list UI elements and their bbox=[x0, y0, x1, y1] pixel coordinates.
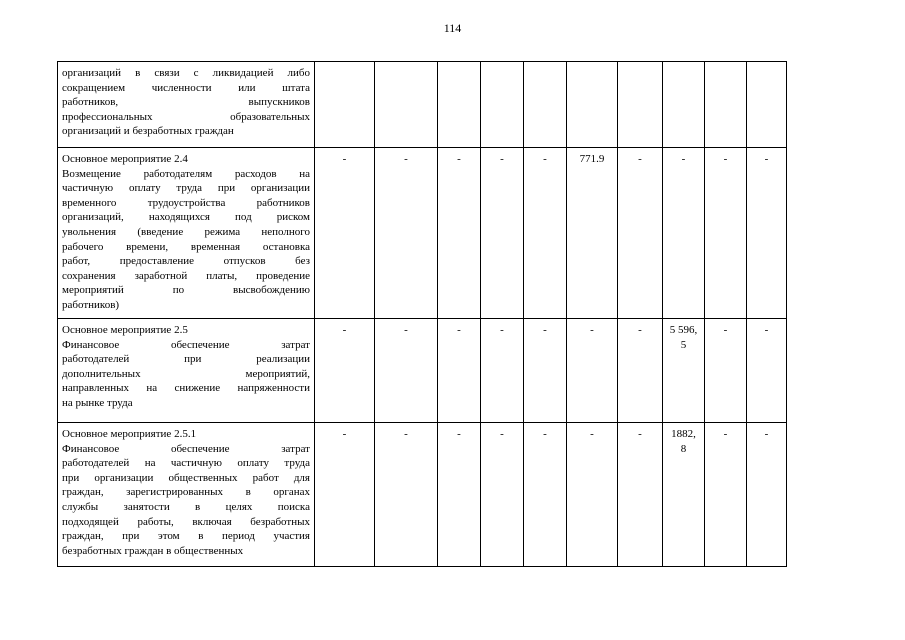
value-cell: - bbox=[705, 423, 747, 567]
value-cell: - bbox=[705, 148, 747, 319]
value-cell: - bbox=[567, 423, 618, 567]
description-line: направленных на снижение напряженности bbox=[62, 382, 310, 395]
description-line: работ, предоставление отпусков без bbox=[62, 255, 310, 268]
value-cell: - bbox=[567, 319, 618, 423]
description-line: рабочего времени, временная остановка bbox=[62, 240, 310, 253]
value-cell bbox=[618, 62, 663, 148]
value-cell bbox=[375, 62, 438, 148]
description-line: организаций, находящихся под риском bbox=[62, 211, 310, 224]
value-cell bbox=[663, 62, 705, 148]
value-cell: - bbox=[315, 148, 375, 319]
value-cell: - bbox=[375, 148, 438, 319]
value-cell: - bbox=[315, 319, 375, 423]
description-line: частичную оплату труда при организации bbox=[62, 182, 310, 195]
table-row bbox=[58, 319, 787, 423]
measure-description-cell bbox=[58, 148, 315, 319]
value-cell bbox=[524, 62, 567, 148]
value-cell: 5 596, 5 bbox=[663, 319, 705, 423]
description-line: при организации общественных работ для bbox=[62, 471, 310, 484]
value-cell: - bbox=[438, 319, 481, 423]
value-cell: - bbox=[524, 319, 567, 423]
description-line: временного трудоустройства работников bbox=[62, 196, 310, 209]
value-cell: - bbox=[747, 423, 787, 567]
table-row bbox=[58, 423, 787, 567]
value-cell: - bbox=[481, 148, 524, 319]
description-line: организаций и безработных граждан bbox=[62, 125, 234, 138]
description-line: подходящей работы, включая безработных bbox=[62, 515, 310, 528]
description-line: работодателей при реализации bbox=[62, 353, 310, 366]
description-line: мероприятий по высвобождению bbox=[62, 284, 310, 297]
description-line: Основное мероприятие 2.5 bbox=[62, 324, 188, 336]
value-cell: - bbox=[524, 148, 567, 319]
value-cell bbox=[705, 62, 747, 148]
value-cell bbox=[747, 62, 787, 148]
value-cell: - bbox=[315, 423, 375, 567]
description-line: службы занятости в целях поиска bbox=[62, 500, 310, 513]
value-cell: - bbox=[663, 148, 705, 319]
value-cell: - bbox=[618, 319, 663, 423]
description-line: Финансовое обеспечение затрат bbox=[62, 338, 310, 351]
description-line: Основное мероприятие 2.5.1 bbox=[62, 428, 197, 440]
value-cell: - bbox=[747, 148, 787, 319]
value-cell: - bbox=[438, 148, 481, 319]
table-row bbox=[58, 62, 787, 148]
value-cell: - bbox=[438, 423, 481, 567]
description-line: работников) bbox=[62, 298, 120, 311]
description-line: сокращением численности или штата bbox=[62, 81, 310, 94]
description-line: Основное мероприятие 2.4 bbox=[62, 153, 188, 165]
value-cell: - bbox=[618, 423, 663, 567]
description-line: Возмещение работодателям расходов на bbox=[62, 167, 310, 180]
description-line: дополнительных мероприятий, bbox=[62, 367, 310, 380]
value-cell bbox=[567, 62, 618, 148]
program-table bbox=[57, 61, 787, 567]
description-line: организаций в связи с ликвидацией либо bbox=[62, 67, 310, 79]
description-line: граждан, зарегистрированных в органах bbox=[62, 486, 310, 499]
value-cell bbox=[438, 62, 481, 148]
page-number: 114 bbox=[443, 21, 462, 35]
value-cell: 771.9 bbox=[567, 148, 618, 319]
value-cell: - bbox=[375, 319, 438, 423]
value-cell: - bbox=[481, 319, 524, 423]
value-cell bbox=[481, 62, 524, 148]
value-cell: - bbox=[375, 423, 438, 567]
description-line: сохранения заработной платы, проведение bbox=[62, 269, 310, 282]
value-cell: - bbox=[524, 423, 567, 567]
description-line: работодателей на частичную оплату труда bbox=[62, 457, 310, 470]
value-cell bbox=[315, 62, 375, 148]
table-row bbox=[58, 148, 787, 319]
value-cell: - bbox=[705, 319, 747, 423]
measure-description-cell bbox=[58, 423, 315, 567]
description-line: работников, выпускников bbox=[62, 96, 310, 109]
description-line: на рынке труда bbox=[62, 396, 133, 409]
value-cell: - bbox=[618, 148, 663, 319]
measure-description-cell bbox=[58, 319, 315, 423]
value-cell: - bbox=[747, 319, 787, 423]
description-line: профессиональных образовательных bbox=[62, 110, 310, 123]
description-line: Финансовое обеспечение затрат bbox=[62, 442, 310, 455]
value-cell: 1882, 8 bbox=[663, 423, 705, 567]
description-line: увольнения (введение режима неполного bbox=[62, 225, 310, 238]
measure-description-cell bbox=[58, 62, 315, 148]
description-line: безработных граждан в общественных bbox=[62, 544, 244, 557]
value-cell: - bbox=[481, 423, 524, 567]
description-line: граждан, при этом в период участия bbox=[62, 530, 310, 543]
